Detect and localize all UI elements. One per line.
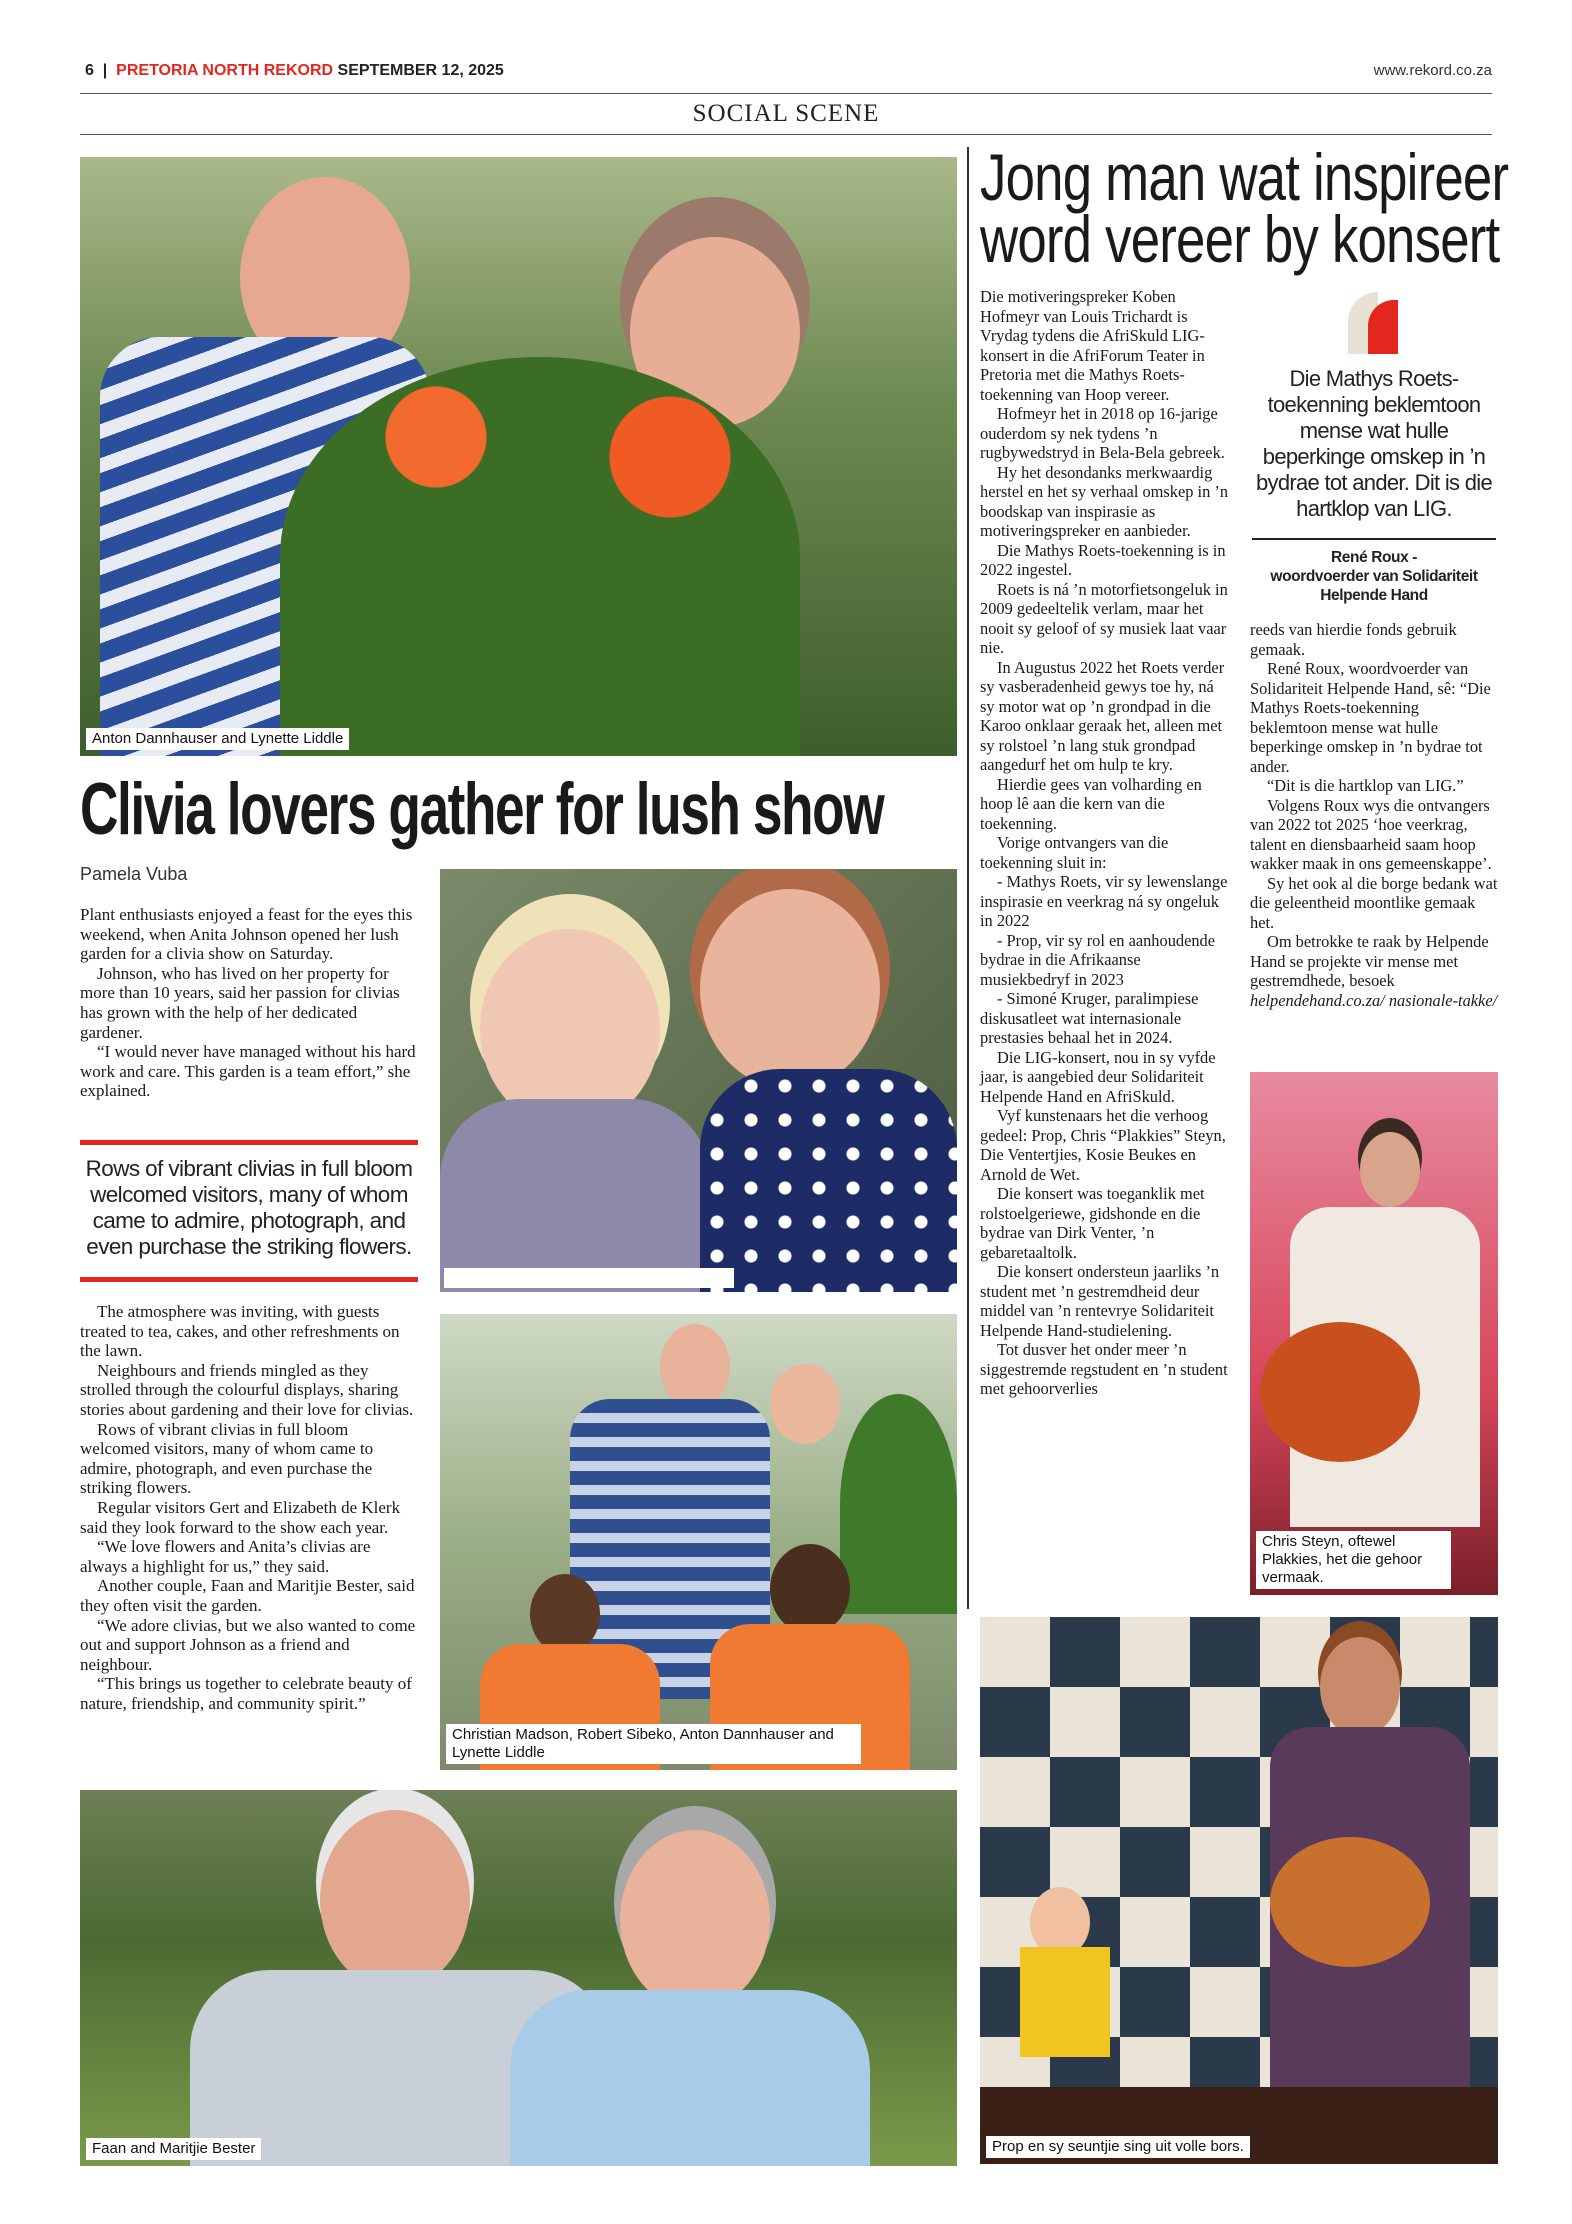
folio: 6 | PRETORIA NORTH REKORD SEPTEMBER 12, 2025 bbox=[85, 62, 504, 79]
photo-group-four bbox=[440, 1314, 957, 1770]
website-link[interactable]: helpendehand.co.za/ nasionale-takke/ bbox=[1250, 990, 1498, 1010]
photo-prop-son bbox=[980, 1617, 1498, 2164]
clivia-intro: Plant enthusiasts enjoyed a feast for the eyes this weekend, when Anita Johnson opened her lush garden for a clivia show on Saturday. Johnson, who has lived on her property for more than 10 years, said her passion for clivias has grown with the help of her dedicated gardener. “I would never have managed without his hard work and care. This garden is a team effort,” she explained. bbox=[80, 905, 416, 1101]
photo-caption-blank bbox=[444, 1268, 734, 1288]
konsert-headline: Jong man wat inspireer word vereer by konsert bbox=[980, 140, 1509, 276]
konsert-body-col2: reeds van hierdie fonds gebruik gemaak. René Roux, woordvoerder van Solidariteit Helpende Hand, sê: “Die Mathys Roets-toekenning beklemtoon mense wat hulle beperkinge omskep in ’n bydrae tot ander. “Dit is die hartklop van LIG.” Volgens Roux wys die ontvangers van 2022 tot 2025 ‘hoe veerkrag, talent en diensbaarheid saam hoop wakker maak in ons gemeenskappe’. Sy het ook al die borge bedank wat die geleentheid moontlike gemaak het. Om betrokke te raak by Helpende Hand se projekte vir mense met gestremdhede, besoek helpendehand.co.za/ nasionale-takke/ bbox=[1250, 620, 1498, 1010]
pullquote-rule-bottom bbox=[80, 1277, 418, 1282]
konsert-body-col1: Die motiveringspreker Koben Hofmeyr van Louis Trichardt is Vrydag tydens die AfriSkuld LIG-konsert in die AfriForum Teater in Pretoria met die Mathys Roets-toekenning van Hoop vereer. Hofmeyr het in 2018 op 16-jarige ouderdom sy nek tydens ’n rugbywedstryd in Bela-Bela gebreek. Hy het desondanks merkwaardig herstel en het sy verhaal omskep in ’n boodskap van inspirasie as motiveringspreker en aanbieder. Die Mathys Roets-toekenning is in 2022 ingestel. Roets is ná ’n motorfietsongeluk in 2009 gedeeltelik verlam, maar het nooit sy geloof of sy musiek laat vaar nie. In Augustus 2022 het Roets verder sy vasberadenheid gewys toe hy, ná sy motor wat op ’n grondpad in die Karoo onklaar geraak het, alleen met sy rolstoel ’n lang stuk grondpad aangedurf het om hulp te kry. Hierdie gees van volharding en hoop lê aan die kern van die toekenning. Vorige ontvangers van die toekenning sluit in: - Mathys Roets, vir sy lewenslange inspirasie en veerkrag ná sy ongeluk in 2022 - Prop, vir sy rol en aanhoudende bydrae in die Afrikaanse musiekbedryf in 2023 - Simoné Kruger, paralimpiese diskusatleet wat internasionale prestasies behaal het in 2024. Die LIG-konsert, nou in sy vyfde jaar, is aangebied deur Solidariteit Helpende Hand en AfriSkuld. Vyf kunstenaars het die verhoog gedeel: Prop, Chris “Plakkies” Steyn, Die Ventertjies, Kosie Beukes en Arnold de Wet. Die konsert was toeganklik met rolstoelgeriewe, gidshonde en die bydrae van Dirk Venter, ’n gebaretaaltolk. Die konsert ondersteun jaarliks ’n student met ’n gestremdheid deur middel van ’n rentevrye Solidariteit Helpende Hand-studielening. Tot dusver het onder meer ’n siggestremde regstudent en ’n student met gehoorverlies bbox=[980, 287, 1229, 1398]
photo-faan-maritjie bbox=[80, 1790, 957, 2166]
pullquote-rule-top bbox=[80, 1140, 418, 1145]
konsert-quote: Die Mathys Roets-toekenning beklemtoon mense wat hulle beperkinge omskep in ’n bydrae tot ander. Dit is die hartklop van LIG. bbox=[1256, 366, 1492, 521]
photo-chris-steyn bbox=[1250, 1072, 1498, 1595]
photo-caption: Chris Steyn, oftewel Plakkies, het die gehoor vermaak. bbox=[1256, 1531, 1451, 1589]
website-url: www.rekord.co.za bbox=[1373, 62, 1492, 79]
publication-name: PRETORIA NORTH REKORD bbox=[116, 62, 334, 79]
issue-date: SEPTEMBER 12, 2025 bbox=[337, 62, 504, 79]
quote-mark-icon bbox=[1348, 292, 1400, 354]
header-rule bbox=[80, 93, 1492, 94]
section-title: SOCIAL SCENE bbox=[692, 100, 880, 127]
column-divider bbox=[967, 147, 969, 1609]
photo-caption: Anton Dannhauser and Lynette Liddle bbox=[86, 728, 349, 750]
photo-two-women bbox=[440, 869, 957, 1292]
pullquote: Rows of vibrant clivias in full bloom welcomed visitors, many of whom came to admire, photograph, and even purchase the striking flowers. bbox=[85, 1156, 413, 1259]
quote-attribution: René Roux - woordvoerder van Solidariteit Helpende Hand bbox=[1270, 549, 1478, 604]
photo-couple-clivias bbox=[80, 157, 957, 756]
photo-caption: Christian Madson, Robert Sibeko, Anton Dannhauser and Lynette Liddle bbox=[446, 1724, 861, 1764]
photo-caption: Prop en sy seuntjie sing uit volle bors. bbox=[986, 2136, 1250, 2158]
section-rule bbox=[80, 134, 1492, 135]
clivia-headline: Clivia lovers gather for lush show bbox=[80, 769, 884, 850]
photo-caption: Faan and Maritjie Bester bbox=[86, 2138, 261, 2160]
quote-rule bbox=[1252, 538, 1496, 540]
clivia-body: The atmosphere was inviting, with guests treated to tea, cakes, and other refreshments on the lawn. Neighbours and friends mingled as they strolled through the colourful displays, sharing stories about gardening and their love for clivias. Rows of vibrant clivias in full bloom welcomed visitors, many of whom came to admire, photograph, and even purchase the striking flowers. Regular visitors Gert and Elizabeth de Klerk said they look forward to the show each year. “We love flowers and Anita’s clivias are always a highlight for us,” they said. Another couple, Faan and Maritjie Bester, said they often visit the garden. “We adore clivias, but we also wanted to come out and support Johnson as a friend and neighbour. “This brings us together to celebrate beauty of nature, friendship, and community spirit.” bbox=[80, 1302, 416, 1713]
byline: Pamela Vuba bbox=[80, 864, 188, 884]
